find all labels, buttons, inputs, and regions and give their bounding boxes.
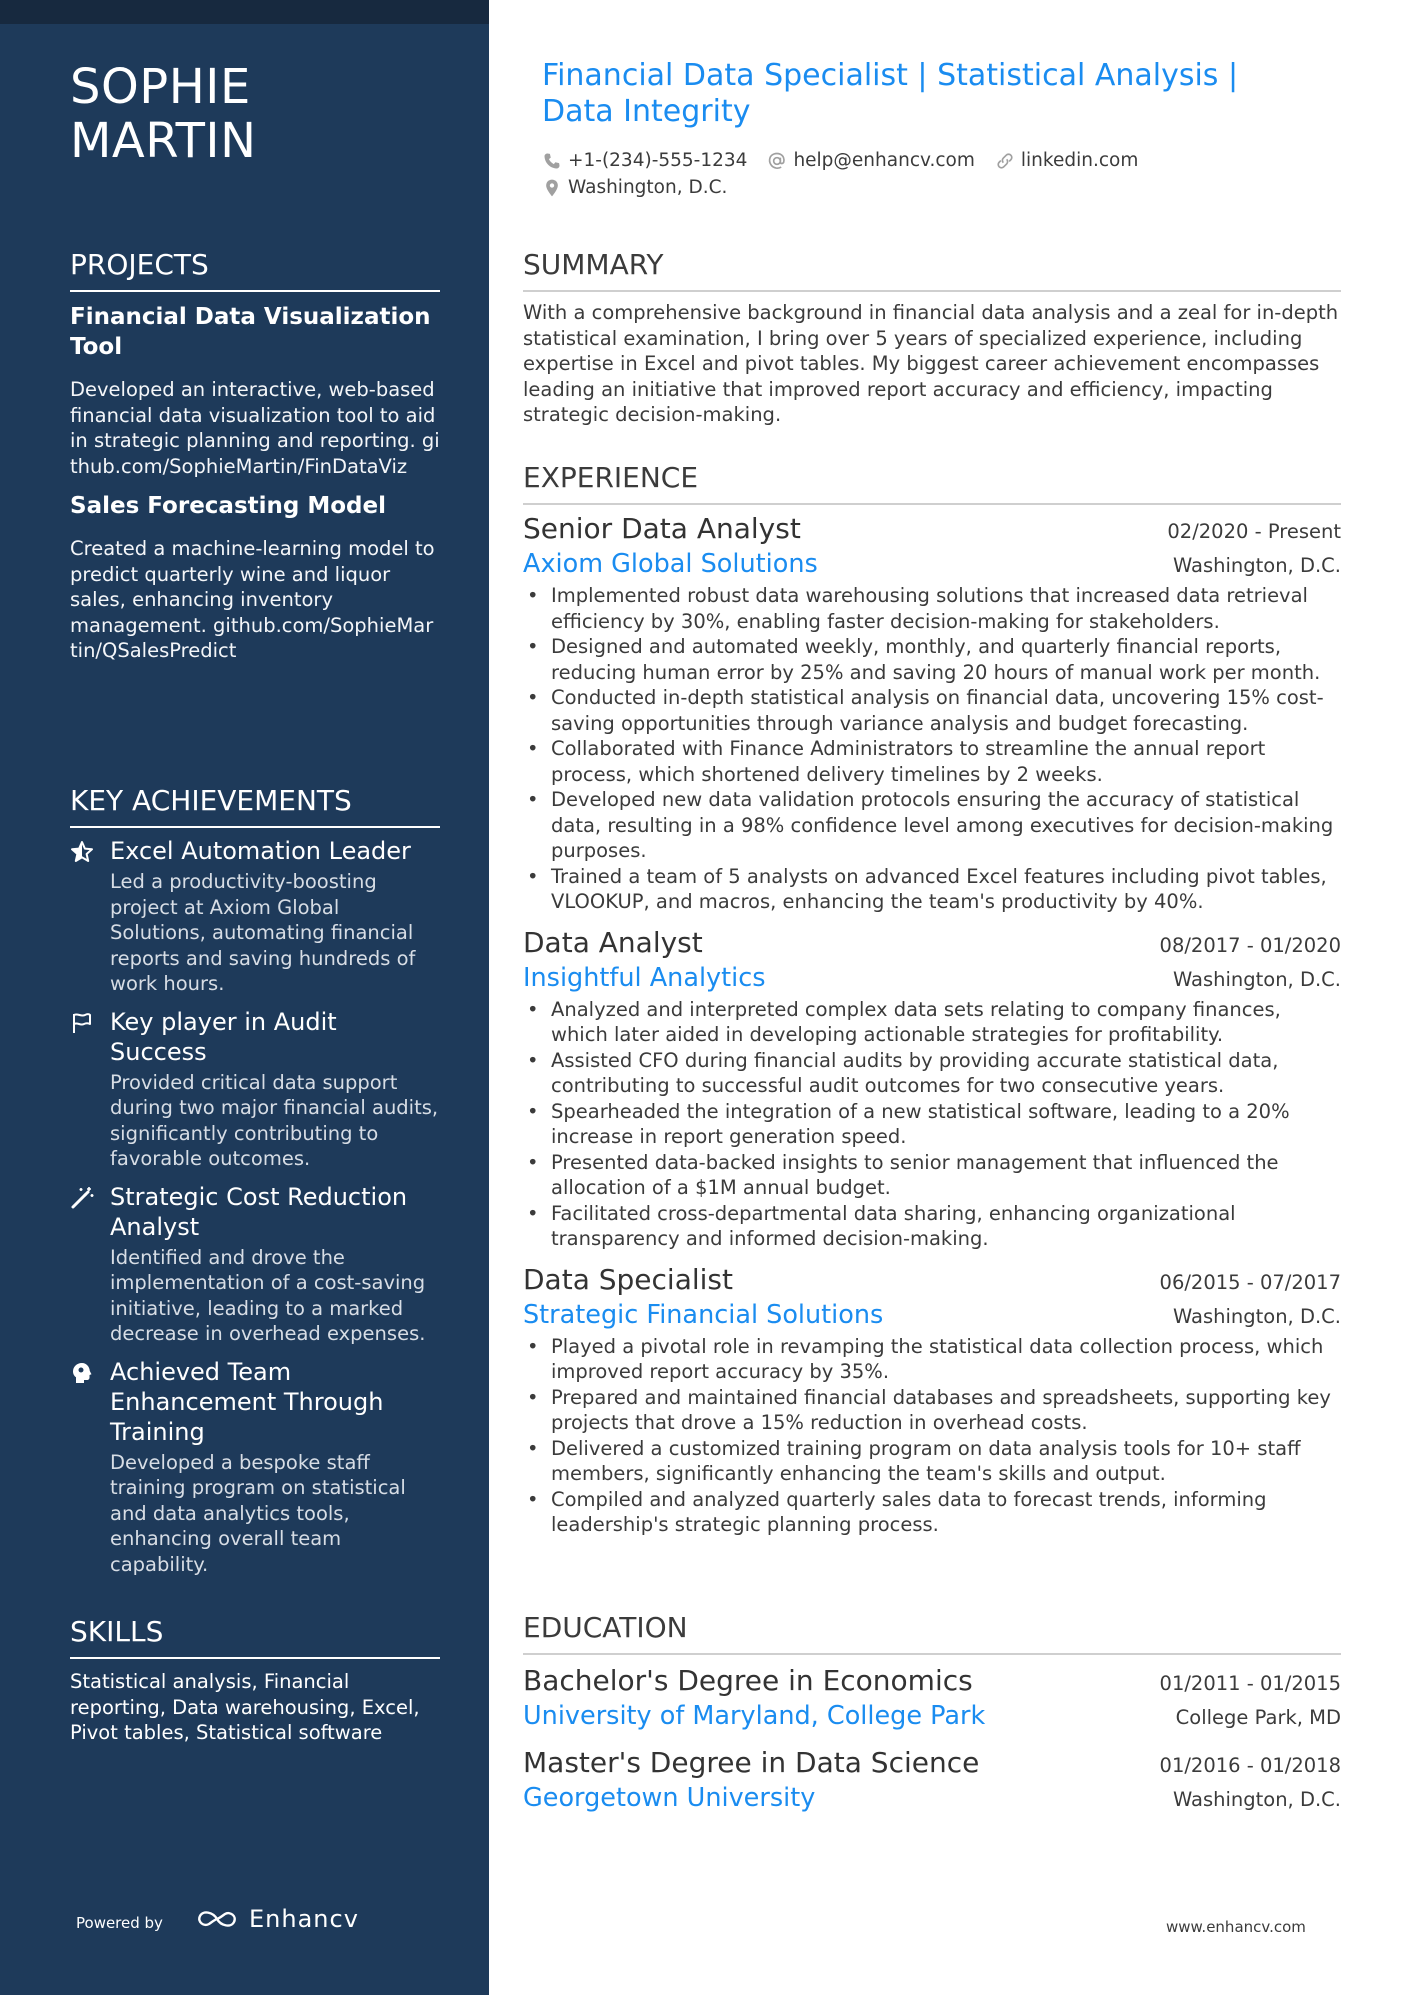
job-date: 02/2020 - Present [1167,520,1341,543]
degree-title: Master's Degree in Data Science [523,1746,980,1779]
project-description [70,377,440,479]
project-name: Financial Data Visualization Tool [70,304,431,360]
school-name: University of Maryland, College Park [523,1701,986,1731]
linkedin-text: linkedin.com [1020,150,1139,171]
candidate-name [70,60,450,168]
achievement-item [70,1357,440,1578]
skills-section [70,1615,440,1746]
bullet-item: • Facilitated cross-departmental data sharing, enhancing organizational transparency and informed decision-making. [523,1201,1341,1252]
job-location: Washington, D.C. [1172,1304,1341,1328]
education-date: 01/2011 - 01/2015 [1159,1672,1341,1695]
school-name: Georgetown University [523,1783,816,1813]
project-item [70,491,440,664]
job-bullets [523,1334,1341,1538]
magic-wand-icon [70,1182,110,1347]
star-half-icon [70,836,110,997]
achievement-title: Excel Automation Leader [110,837,411,865]
contact-row [542,150,1138,171]
project-link[interactable]: github.com/SophieMartin/QSalesPredict [70,613,434,662]
job-entry [523,925,1341,1252]
skills-list: Statistical analysis, Financial reporting, Data warehousing, Excel, Pivot tables, Statistical software [70,1670,420,1744]
skills-title: SKILLS [70,1615,440,1659]
job-title: Data Specialist [523,1262,733,1296]
job-entry [523,511,1341,915]
job-title: Data Analyst [523,925,703,959]
enhancv-brand-name: Enhancv [249,1905,359,1933]
email-text: help@enhancv.com [793,150,975,171]
projects-section [70,248,440,664]
achievement-item [70,836,440,997]
job-company: Strategic Financial Solutions [523,1299,884,1330]
achievements-title: KEY ACHIEVEMENTS [70,784,440,828]
location-text: Washington, D.C. [568,177,728,198]
degree-title: Bachelor's Degree in Economics [523,1664,973,1697]
bullet-item: • Played a pivotal role in revamping the statistical data collection process, which improved report accuracy by 35%. [523,1334,1341,1385]
phone-text: +1-(234)-555-1234 [568,150,748,171]
powered-by-label: Powered by [76,1914,163,1932]
job-date: 08/2017 - 01/2020 [1159,933,1341,957]
education-entry [523,1663,1341,1733]
contact-linkedin[interactable] [995,150,1138,171]
link-icon [995,151,1015,171]
bullet-item: • Developed new data validation protocols ensuring the accuracy of statistical data, resulting in a 98% confidence level among executives for decision-making purposes. [523,787,1341,864]
experience-title: EXPERIENCE [523,461,1341,505]
achievements-section [70,784,440,1577]
job-date: 06/2015 - 07/2017 [1159,1270,1341,1294]
bullet-item: • Conducted in-depth statistical analysis on financial data, uncovering 15% cost-saving opportunities through variance analysis and budget forecasting. [523,685,1341,736]
summary-title: SUMMARY [523,248,1341,292]
education-date: 01/2016 - 01/2018 [1159,1754,1341,1777]
contact-row-2 [542,177,727,198]
school-location: Washington, D.C. [1172,1788,1341,1811]
flag-icon [70,1007,110,1172]
sidebar [0,0,489,1995]
experience-section [523,461,1341,1538]
bullet-item: • Prepared and maintained financial databases and spreadsheets, supporting key projects that drove a 15% reduction in overhead costs. [523,1385,1341,1436]
project-desc-text: Created a machine-learning model to predict quarterly wine and liquor sales, enhancing inventory management. [70,537,435,637]
last-name: MARTIN [70,113,257,169]
infinity-logo-icon [195,1906,239,1932]
project-desc-text: Developed an interactive, web-based financial data visualization tool to aid in strategic planning and reporting. [70,378,436,452]
achievement-item [70,1182,440,1347]
enhancv-logo[interactable] [195,1905,359,1933]
bullet-item: • Designed and automated weekly, monthly, and quarterly financial reports, reducing human error by 25% and saving 20 hours of manual work per month. [523,634,1341,685]
sidebar-top-band [0,0,489,24]
bullet-item: • Analyzed and interpreted complex data sets relating to company finances, which later aided in developing actionable strategies for profitability. [523,997,1341,1048]
project-item [70,302,440,479]
project-description [70,536,440,664]
contact-email[interactable] [767,150,974,171]
job-company: Insightful Analytics [523,962,766,993]
phone-icon [542,151,562,171]
job-location: Washington, D.C. [1172,554,1341,577]
bullet-item: • Implemented robust data warehousing solutions that increased data retrieval efficiency by 30%, enabling faster decision-making for stakeholders. [523,583,1341,634]
achievement-title: Key player in Audit Success [110,1007,337,1066]
job-title: Senior Data Analyst [523,512,801,545]
job-company: Axiom Global Solutions [523,549,818,579]
footer-url[interactable]: www.enhancv.com [1166,1918,1306,1936]
bullet-item: • Assisted CFO during financial audits by providing accurate statistical data, contributing to successful audit outcomes for two consecutive years. [523,1048,1341,1099]
job-bullets [523,583,1341,915]
bullet-item: • Delivered a customized training program on data analysis tools for 10+ staff members, significantly enhancing the team's skills and output. [523,1436,1341,1487]
achievement-description: Identified and drove the implementation of a cost-saving initiative, leading to a marked decrease in overhead expenses. [110,1245,426,1345]
bullet-item: • Collaborated with Finance Administrators to streamline the annual report process, which shortened delivery timelines by 2 weeks. [523,736,1341,787]
achievement-item [70,1007,440,1172]
project-link[interactable]: github.com/SophieMartin/FinDataViz [70,429,440,478]
at-icon [767,151,787,171]
summary-section [523,248,1341,428]
school-location: College Park, MD [1175,1706,1341,1729]
summary-text: With a comprehensive background in financial data analysis and a zeal for in-depth statistical examination, I bring over 5 years of specialized experience, including expertise in Excel and pivot tables. My biggest career achievement encompasses leading an initiative that improved report accuracy and efficiency, impacting strategic decision-making. [523,301,1339,426]
job-bullets [523,997,1341,1252]
achievement-description: Developed a bespoke staff training program on statistical and data analytics tools, enhancing overall team capability. [110,1450,406,1576]
projects-title: PROJECTS [70,248,440,292]
achievement-title: Achieved Team Enhancement Through Training [110,1357,384,1446]
contact-phone[interactable] [542,150,747,171]
achievement-title: Strategic Cost Reduction Analyst [110,1182,408,1241]
headline: Financial Data Specialist | Statistical Analysis | Data Integrity [542,58,1239,129]
first-name: SOPHIE [70,59,251,115]
bullet-item: • Presented data-backed insights to senior management that influenced the allocation of a $1M annual budget. [523,1150,1341,1201]
location-pin-icon [542,178,562,198]
bullet-item: • Spearheaded the integration of a new statistical software, leading to a 20% increase in report generation speed. [523,1099,1341,1150]
achievement-description: Provided critical data support during two major financial audits, significantly contributing to favorable outcomes. [110,1070,439,1170]
education-title: EDUCATION [523,1611,1341,1655]
job-entry [523,1262,1341,1538]
project-name: Sales Forecasting Model [70,493,386,519]
head-icon [70,1357,110,1578]
bullet-item: • Trained a team of 5 analysts on advanced Excel features including pivot tables, VLOOKUP, and macros, enhancing the team's productivity by 40%. [523,864,1341,915]
achievement-description: Led a productivity-boosting project at Axiom Global Solutions, automating financial reports and saving hundreds of work hours. [110,870,416,995]
education-section [523,1611,1341,1815]
contact-location [542,177,727,198]
job-location: Washington, D.C. [1172,967,1341,991]
bullet-item: • Compiled and analyzed quarterly sales data to forecast trends, informing leadership's strategic planning process. [523,1487,1341,1538]
education-entry [523,1745,1341,1815]
